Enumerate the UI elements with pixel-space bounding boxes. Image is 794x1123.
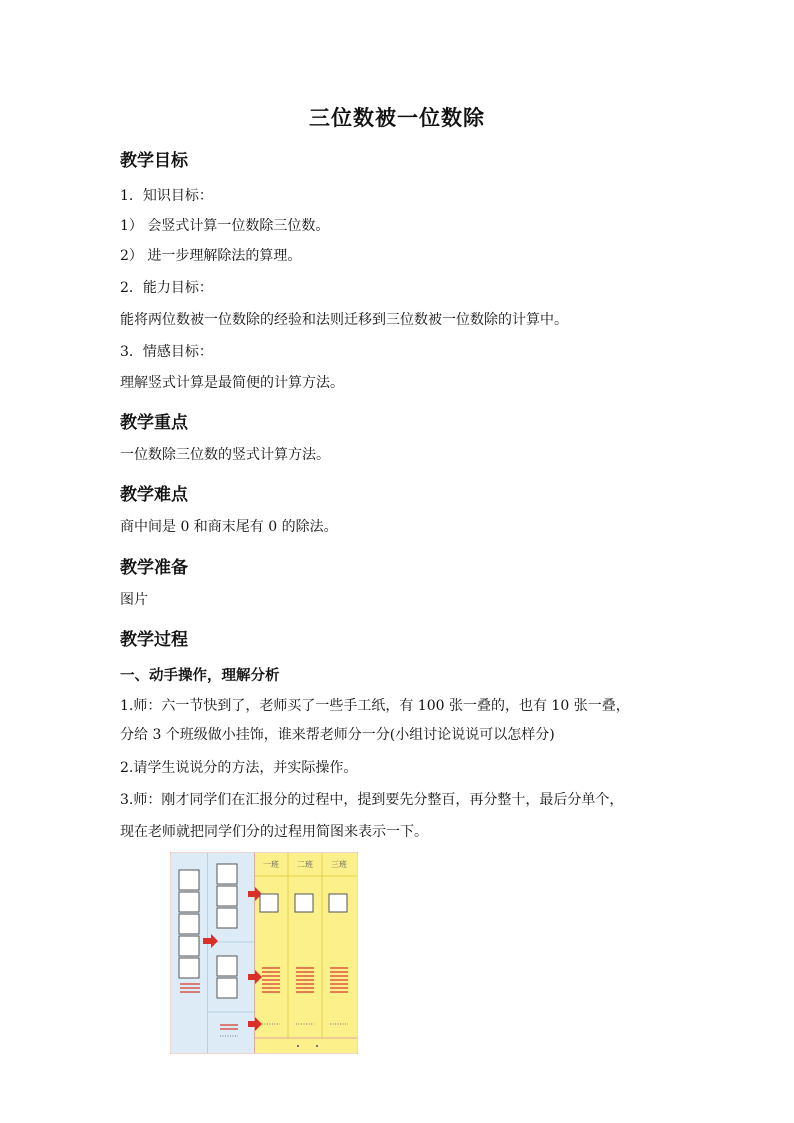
hundred-stack bbox=[217, 978, 237, 998]
division-diagram bbox=[170, 852, 358, 1054]
process-line: 3.师：刚才同学们在汇报分的过程中，提到要先分整百，再分整十，最后分单个， bbox=[120, 792, 624, 808]
page-title: 三位数被一位数除 bbox=[309, 106, 485, 130]
hundred-stack bbox=[260, 894, 278, 912]
heading-goals: 教学目标 bbox=[120, 151, 188, 171]
goal-line: 1） 会竖式计算一位数除三位数。 bbox=[120, 218, 330, 234]
yellow-panel bbox=[255, 853, 357, 1053]
hundred-stack bbox=[217, 864, 237, 884]
hundred-stack bbox=[179, 936, 199, 956]
hundred-stack bbox=[179, 914, 199, 934]
goal-line: 2） 进一步理解除法的算理。 bbox=[120, 248, 302, 264]
goal-line: 1．知识目标： bbox=[120, 188, 213, 204]
hundred-stack bbox=[179, 958, 199, 978]
goal-line: 能将两位数被一位数除的经验和法则迁移到三位数被一位数除的计算中。 bbox=[120, 312, 568, 328]
difficulty-text: 商中间是 0 和商末尾有 0 的除法。 bbox=[120, 519, 338, 535]
key-point-text: 一位数除三位数的竖式计算方法。 bbox=[120, 447, 330, 463]
process-line: 2.请学生说说分的方法，并实际操作。 bbox=[120, 760, 358, 776]
preparation-text: 图片 bbox=[120, 592, 148, 608]
goal-line: 2．能力目标： bbox=[120, 280, 213, 296]
heading-difficulty: 教学难点 bbox=[120, 485, 188, 505]
hundred-stack bbox=[329, 894, 347, 912]
hundred-stack bbox=[179, 870, 199, 890]
heading-preparation: 教学准备 bbox=[120, 558, 188, 578]
hundred-stack bbox=[179, 892, 199, 912]
process-subheading: 一、动手操作，理解分析 bbox=[120, 668, 280, 684]
hundred-stack bbox=[217, 956, 237, 976]
column-label-2: 二班 bbox=[297, 860, 313, 869]
heading-process: 教学过程 bbox=[120, 630, 188, 650]
process-line: 1.师：六一节快到了，老师买了一些手工纸，有 100 张一叠的，也有 10 张一叠， bbox=[120, 698, 630, 714]
process-line: 现在老师就把同学们分的过程用简图来表示一下。 bbox=[120, 824, 428, 840]
goal-line: 3．情感目标： bbox=[120, 344, 213, 360]
hundred-stack bbox=[217, 908, 237, 928]
heading-key-point: 教学重点 bbox=[120, 413, 188, 433]
hundred-stack bbox=[295, 894, 313, 912]
process-line: 分给 3 个班级做小挂饰，谁来帮老师分一分(小组讨论说说可以怎样分) bbox=[120, 727, 555, 743]
column-label-3: 三班 bbox=[331, 860, 347, 869]
hundred-stack bbox=[217, 886, 237, 906]
column-label-1: 一班 bbox=[263, 860, 279, 869]
goal-line: 理解竖式计算是最简便的计算方法。 bbox=[120, 375, 344, 391]
